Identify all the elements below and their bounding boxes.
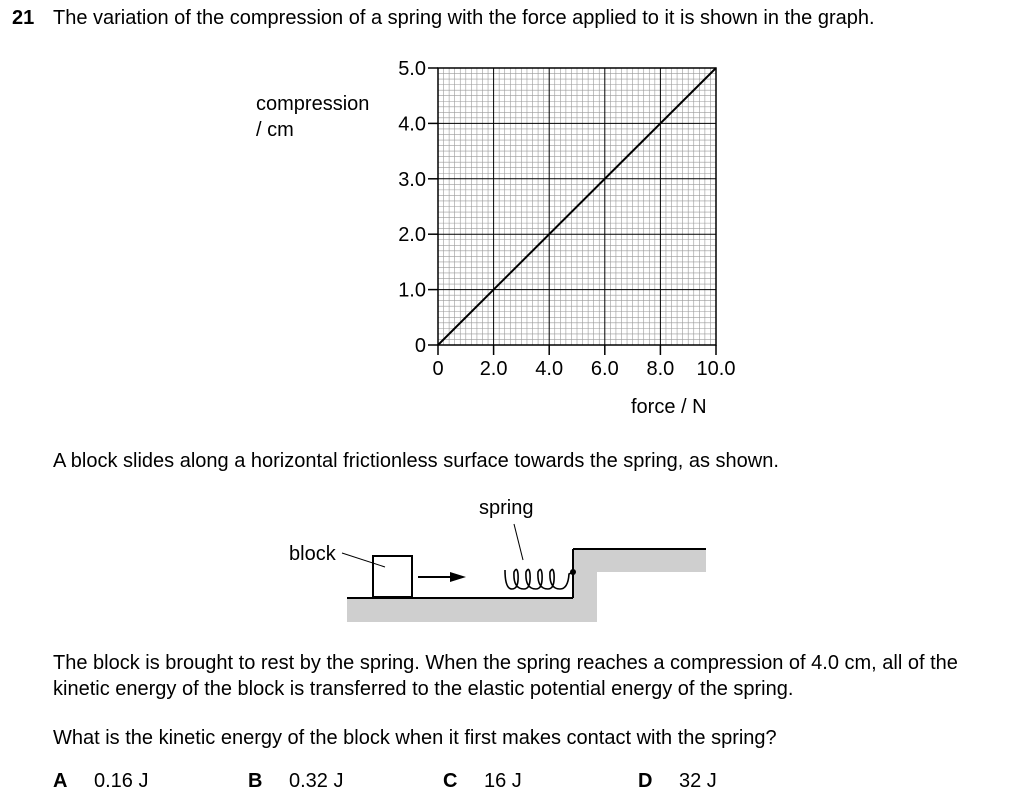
block [373, 556, 412, 597]
y-tick-label: 1.0 [398, 279, 426, 302]
option-b-letter: B [248, 770, 263, 792]
x-tick-label: 4.0 [535, 358, 564, 380]
y-tick-label: 3.0 [398, 168, 426, 191]
question-stem: The variation of the compression of a spring with the force applied to it is shown in the graph. [53, 7, 875, 29]
x-tick-label: 2.0 [479, 358, 508, 380]
y-tick-label: 5.0 [398, 58, 426, 80]
option-c-letter: C [443, 770, 458, 792]
diagram-intro-text: A block slides along a horizontal frictionless surface towards the spring, as shown. [53, 450, 779, 472]
chart-tick-labels [398, 58, 735, 380]
option-c-text: 16 J [484, 770, 522, 792]
x-tick-label: 6.0 [590, 358, 619, 380]
block-spring-diagram [0, 490, 1024, 650]
x-tick-label: 0 [432, 358, 444, 380]
block-label: block [289, 543, 336, 565]
x-axis-label: force / N [631, 396, 707, 418]
y-axis-label-line2: / cm [256, 119, 294, 141]
y-tick-label: 4.0 [398, 113, 426, 136]
y-tick-label: 0 [414, 335, 426, 357]
spring-leader-line [514, 524, 523, 560]
y-tick-label: 2.0 [398, 224, 426, 247]
option-d-text: 32 J [679, 770, 717, 792]
y-axis-label-line1: compression [256, 93, 370, 115]
spring-attachment-point [570, 569, 576, 575]
x-tick-label: 10.0 [696, 358, 736, 380]
option-a-text: 0.16 J [94, 770, 149, 792]
velocity-arrow [418, 572, 466, 582]
option-d-letter: D [638, 770, 653, 792]
option-b-text: 0.32 J [289, 770, 344, 792]
option-a-letter: A [53, 770, 68, 792]
spring-coil [505, 569, 573, 589]
spring-label: spring [479, 497, 534, 519]
question-number: 21 [12, 7, 35, 29]
x-tick-label: 8.0 [646, 358, 675, 380]
energy-transfer-text: The block is brought to rest by the spring. When the spring reaches a compression of 4.0 cm, all of the kinetic energy of the block is transferred to the elastic potential energy of the spring. [53, 652, 958, 700]
question-prompt: What is the kinetic energy of the block when it first makes contact with the spring? [53, 727, 777, 749]
